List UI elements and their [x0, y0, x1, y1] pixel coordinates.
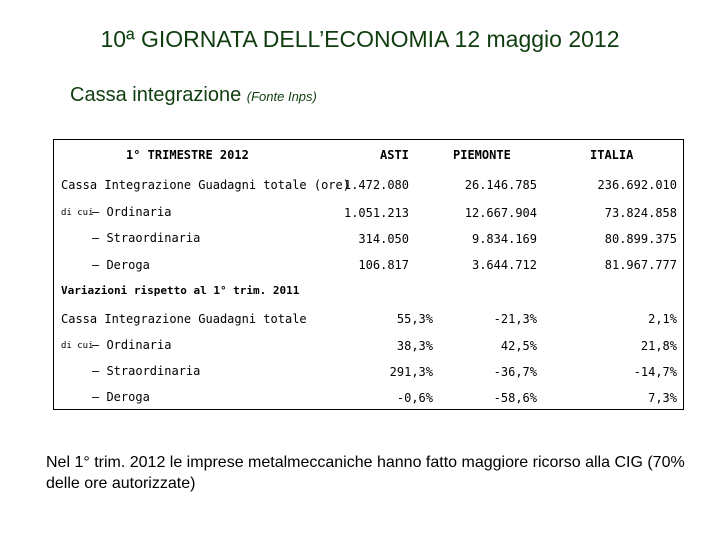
- value-piemonte: 12.667.904: [464, 206, 537, 220]
- value-italia: 73.824.858: [604, 206, 677, 220]
- value-piemonte: 9.834.169: [471, 232, 537, 246]
- value-asti: 1.051.213: [343, 206, 409, 220]
- value-italia: 236.692.010: [597, 178, 677, 192]
- value-asti: 55,3%: [396, 312, 433, 326]
- value-asti: 1.472.080: [343, 178, 409, 192]
- value-asti: 106.817: [358, 258, 409, 272]
- row-label: – Straordinaria: [92, 231, 201, 245]
- value-asti: 291,3%: [389, 365, 433, 379]
- value-italia: 21,8%: [640, 339, 677, 353]
- value-italia: 2,1%: [648, 312, 677, 326]
- value-piemonte: 3.644.712: [471, 258, 537, 272]
- page-title: 10ª GIORNATA DELL’ECONOMIA 12 maggio 2012: [100, 26, 620, 52]
- section-title: Variazioni rispetto al 1° trim. 2011: [61, 284, 300, 297]
- row-prefix: di cui: [61, 341, 94, 351]
- subtitle-main: Cassa integrazione: [70, 84, 242, 106]
- row-label: – Deroga: [92, 390, 150, 404]
- row-label: – Straordinaria: [92, 364, 201, 378]
- row-label: – Ordinaria: [92, 338, 172, 352]
- subtitle: [70, 84, 317, 107]
- header-asti: ASTI: [380, 148, 409, 162]
- header-period: 1° TRIMESTRE 2012: [126, 148, 249, 162]
- value-italia: 81.967.777: [604, 258, 677, 272]
- value-asti: -0,6%: [396, 391, 433, 405]
- row-label: Cassa Integrazione Guadagni totale (ore): [61, 178, 350, 192]
- header-piemonte: PIEMONTE: [453, 148, 511, 162]
- value-italia: 7,3%: [648, 391, 677, 405]
- row-label: Cassa Integrazione Guadagni totale: [61, 312, 307, 326]
- value-piemonte: 42,5%: [500, 339, 537, 353]
- cig-table: [53, 139, 684, 410]
- subtitle-source: (Fonte Inps): [246, 89, 317, 104]
- header-italia: ITALIA: [590, 148, 634, 162]
- row-label: – Ordinaria: [92, 205, 172, 219]
- value-piemonte: -36,7%: [493, 365, 537, 379]
- value-piemonte: 26.146.785: [464, 178, 537, 192]
- value-asti: 38,3%: [396, 339, 433, 353]
- value-italia: 80.899.375: [604, 232, 677, 246]
- value-piemonte: -21,3%: [493, 312, 537, 326]
- row-prefix: di cui: [61, 208, 94, 218]
- value-asti: 314.050: [358, 232, 409, 246]
- value-italia: -14,7%: [633, 365, 677, 379]
- value-piemonte: -58,6%: [493, 391, 537, 405]
- footnote: Nel 1° trim. 2012 le imprese metalmeccaniche hanno fatto maggiore ricorso alla CIG (70% delle ore autorizzate): [46, 454, 685, 492]
- row-label: – Deroga: [92, 258, 150, 272]
